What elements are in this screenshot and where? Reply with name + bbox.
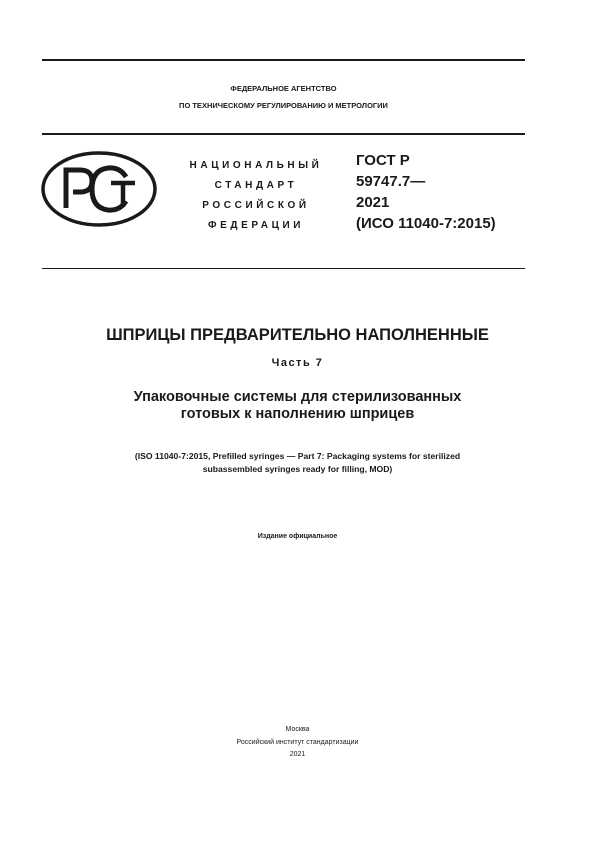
designation-line: 59747.7— [356, 173, 426, 190]
subtitle-line: Упаковочные системы для стерилизованных [133, 389, 462, 405]
national-standard-line: НАЦИОНАЛЬНЫЙ [189, 160, 323, 171]
imprint-year: 2021 [289, 751, 306, 758]
document-title: ШПРИЦЫ ПРЕДВАРИТЕЛЬНО НАПОЛНЕННЫЕ [106, 326, 489, 344]
imprint-publisher: Российский институт стандартизации [236, 738, 359, 746]
designation-line: ГОСТ Р [356, 152, 410, 169]
agency-name-line2: ПО ТЕХНИЧЕСКОМУ РЕГУЛИРОВАНИЮ И МЕТРОЛОГИИ [179, 101, 388, 110]
rst-mark-icon [40, 150, 158, 228]
national-standard-line: СТАНДАРТ [214, 180, 298, 191]
header-rule [42, 133, 525, 135]
designation-line: 2021 [356, 194, 390, 211]
part-number: Часть 7 [271, 357, 324, 369]
document-subtitle [42, 389, 553, 423]
english-title-line: (ISO 11040-7:2015, Prefilled syringes — Part 7: Packaging systems for sterilized [134, 451, 461, 461]
top-rule [42, 59, 525, 61]
subtitle-line: готовых к наполнению шприцев [180, 406, 415, 422]
imprint [42, 724, 553, 762]
rst-logo [40, 150, 158, 228]
english-title-line: subassembled syringes ready for filling, MOD) [202, 464, 393, 474]
designation-line: (ИСО 11040-7:2015) [356, 215, 496, 232]
imprint-city: Москва [285, 726, 310, 733]
section-rule [42, 268, 525, 269]
national-standard-line: ФЕДЕРАЦИИ [207, 220, 305, 231]
english-title [42, 450, 553, 476]
agency-name-line1: ФЕДЕРАЛЬНОЕ АГЕНТСТВО [230, 84, 337, 93]
national-standard-block [168, 156, 344, 236]
official-edition: Издание официальное [257, 533, 338, 540]
standard-designation [356, 150, 496, 234]
national-standard-line: РОССИЙСКОЙ [202, 200, 310, 211]
